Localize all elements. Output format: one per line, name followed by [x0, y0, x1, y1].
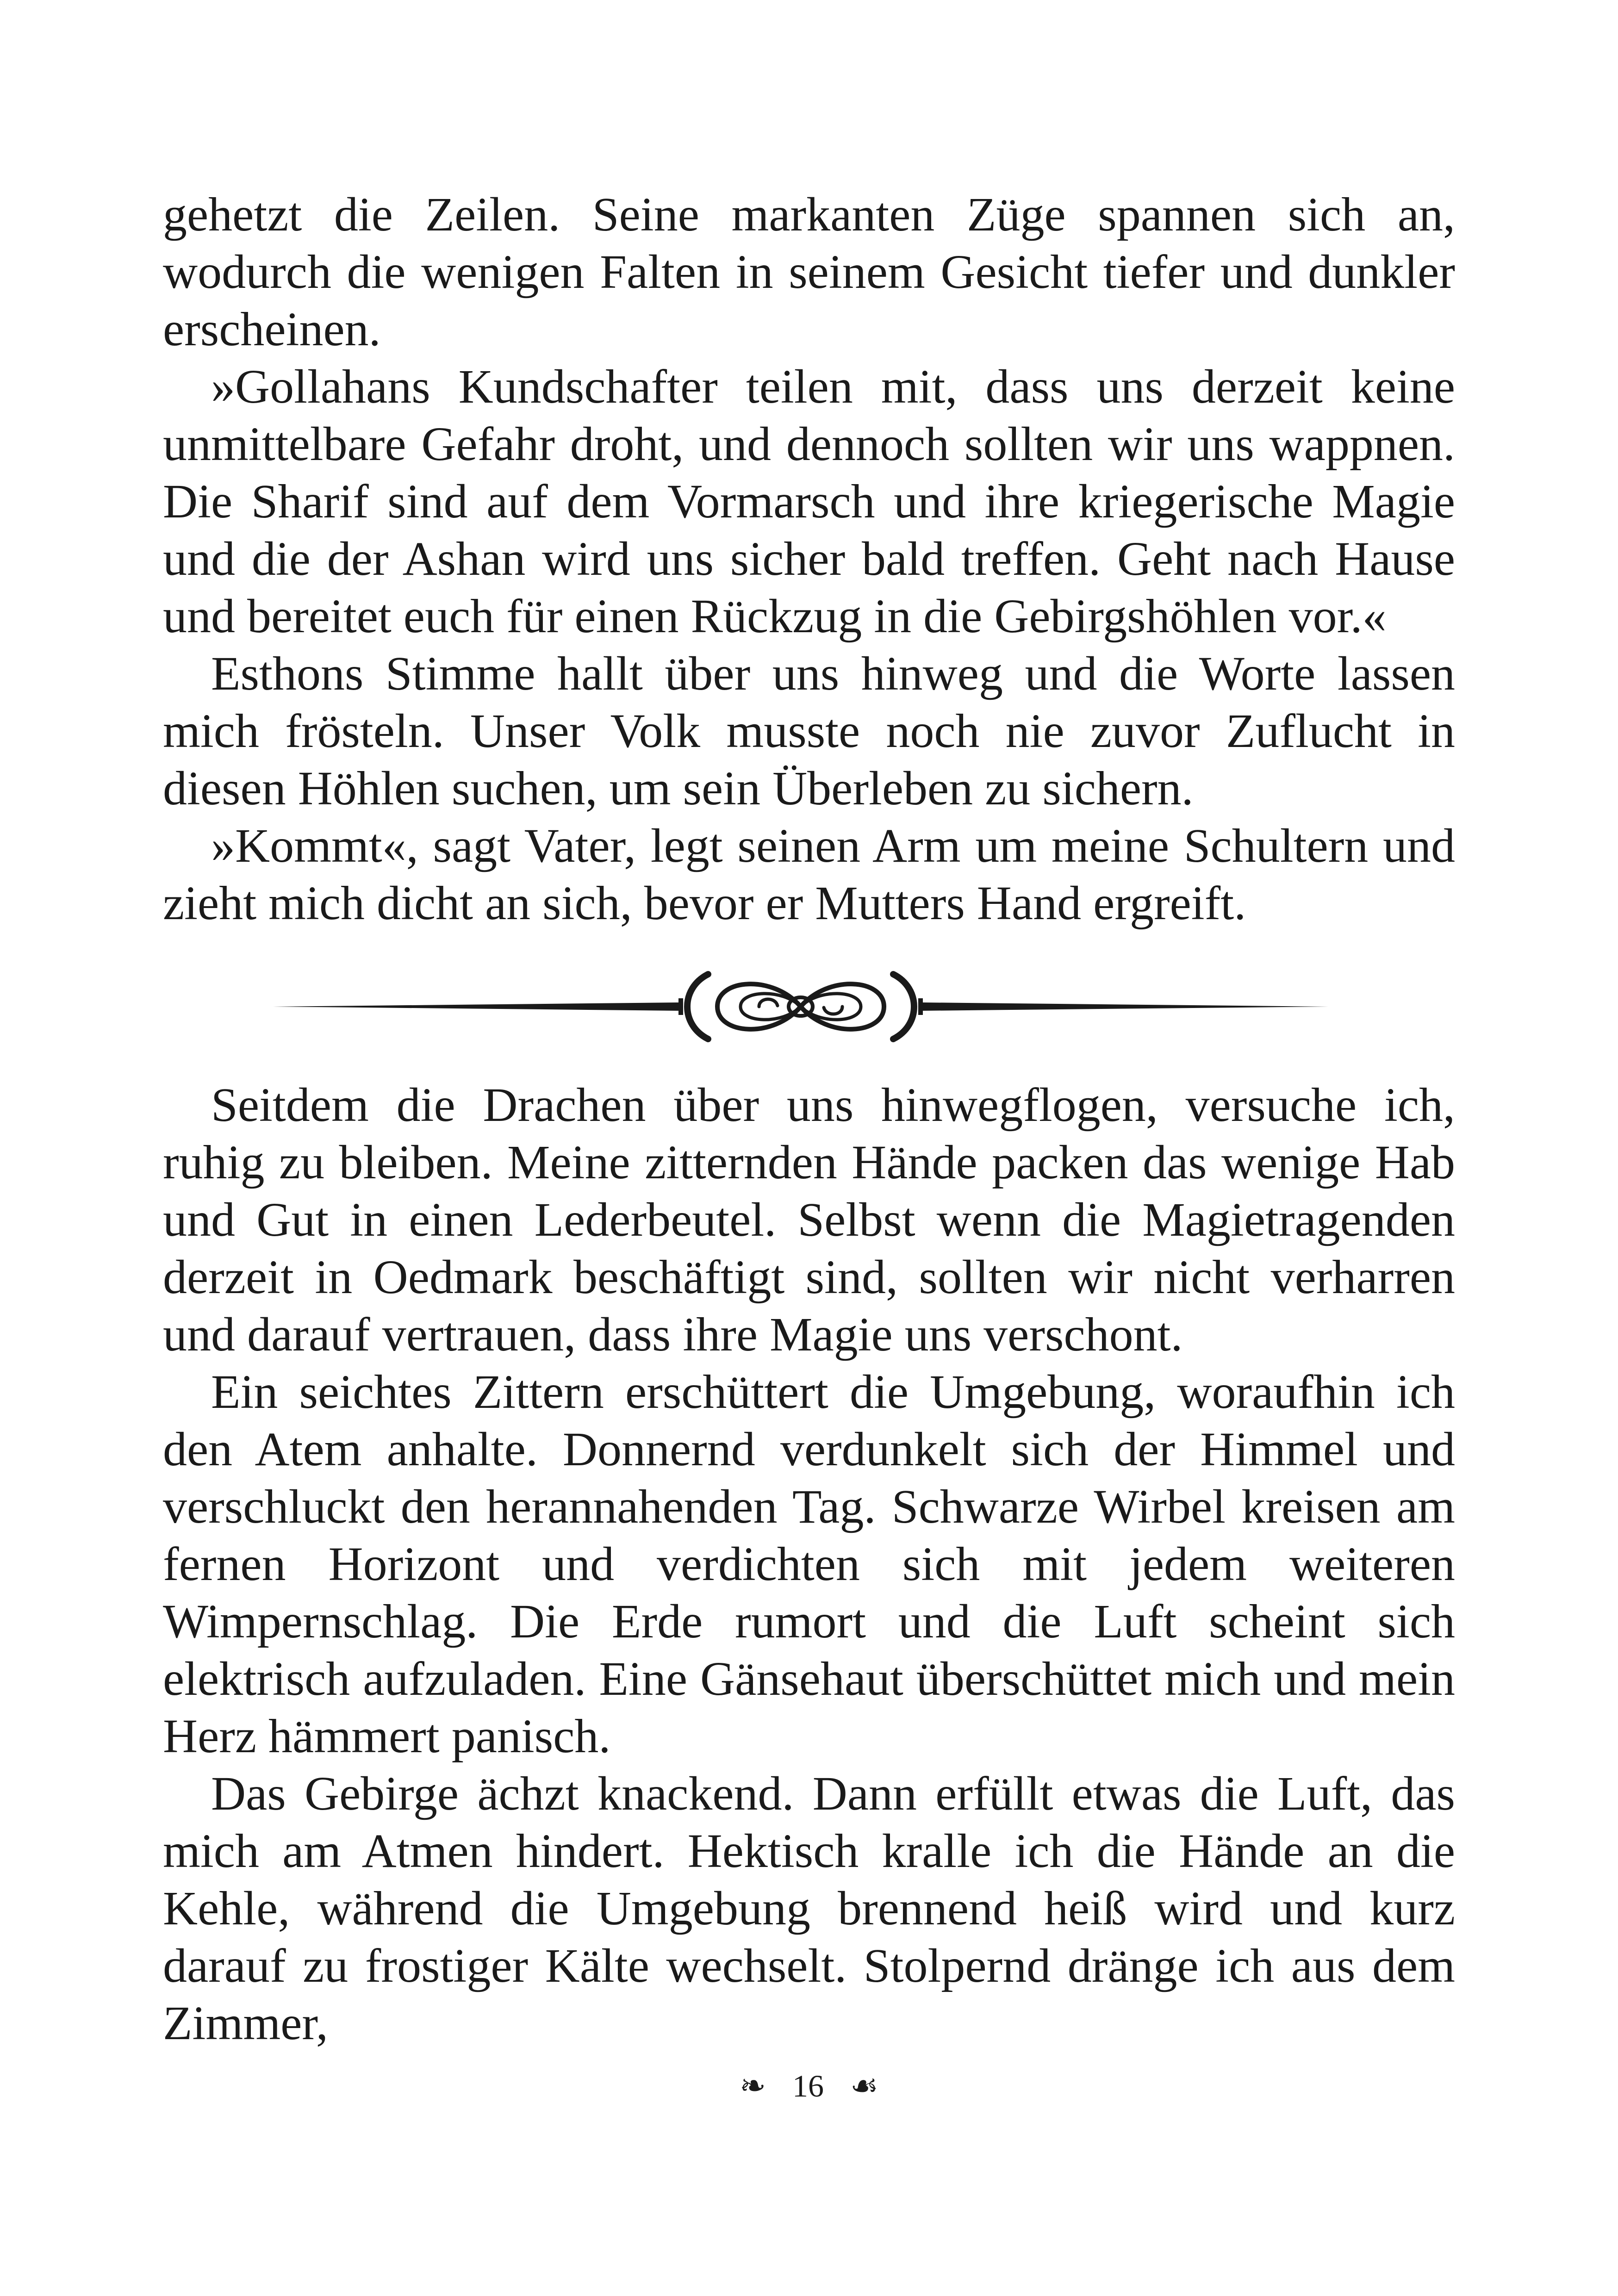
paragraph: Seitdem die Drachen über uns hinwegflogen, versuche ich, ruhig zu bleiben. Meine zitternden Hände packen das wenige Hab und Gut in einen Lederbeutel. Selbst wenn die Magietragenden derzeit in Oedmark beschäftigt sind, sollten wir nicht verharren und darauf vertrauen, dass ihre Magie uns verschont.	[163, 1078, 1455, 1361]
flourish-divider-icon	[273, 960, 1328, 1053]
page-number-footer	[0, 2055, 1618, 2110]
text-block-top	[163, 186, 1455, 932]
paragraph: »Kommt«, sagt Vater, legt seinen Arm um meine Schultern und zieht mich dicht an sich, bevor er Mutters Hand ergreift.	[163, 819, 1455, 930]
paragraph: gehetzt die Zeilen. Seine markanten Züge spannen sich an, wodurch die wenigen Falten in seinem Gesicht tiefer und dunkler erscheinen.	[163, 188, 1455, 356]
page-number: 16	[792, 2068, 824, 2104]
paragraph: »Gollahans Kundschafter teilen mit, dass uns derzeit keine unmittelbare Gefahr droht, und dennoch sollten wir uns wappnen. Die Sharif sind auf dem Vormarsch und ihre kriegerische Magie und die der Ashan wird uns sicher bald treffen. Geht nach Hause und bereitet euch für einen Rückzug in die Gebirgshöhlen vor.«	[163, 360, 1455, 643]
paragraph: Das Gebirge ächzt knackend. Dann erfüllt etwas die Luft, das mich am Atmen hindert. Hektisch kralle ich die Hände an die Kehle, während die Umgebung brennend heiß wird und kurz darauf zu frostiger Kälte wechselt. Stolpernd dränge ich aus dem Zimmer,	[163, 1767, 1455, 2050]
fleuron-right-icon: ☙	[850, 2068, 878, 2104]
paragraph: Esthons Stimme hallt über uns hinweg und die Worte lassen mich frösteln. Unser Volk musste noch nie zuvor Zuflucht in diesen Höhlen suchen, um sein Überleben zu sichern.	[163, 647, 1455, 815]
paragraph: Ein seichtes Zittern erschüttert die Umgebung, woraufhin ich den Atem anhalte. Donnernd verdunkelt sich der Himmel und verschluckt den herannahenden Tag. Schwarze Wirbel kreisen am fernen Horizont und verdichten sich mit jedem weiteren Wimpernschlag. Die Erde rumort und die Luft scheint sich elektrisch aufzuladen. Eine Gänsehaut überschüttet mich und mein Herz hämmert panisch.	[163, 1365, 1455, 1763]
fleuron-left-icon: ❧	[740, 2068, 766, 2104]
text-block-bottom	[163, 1076, 1455, 2052]
